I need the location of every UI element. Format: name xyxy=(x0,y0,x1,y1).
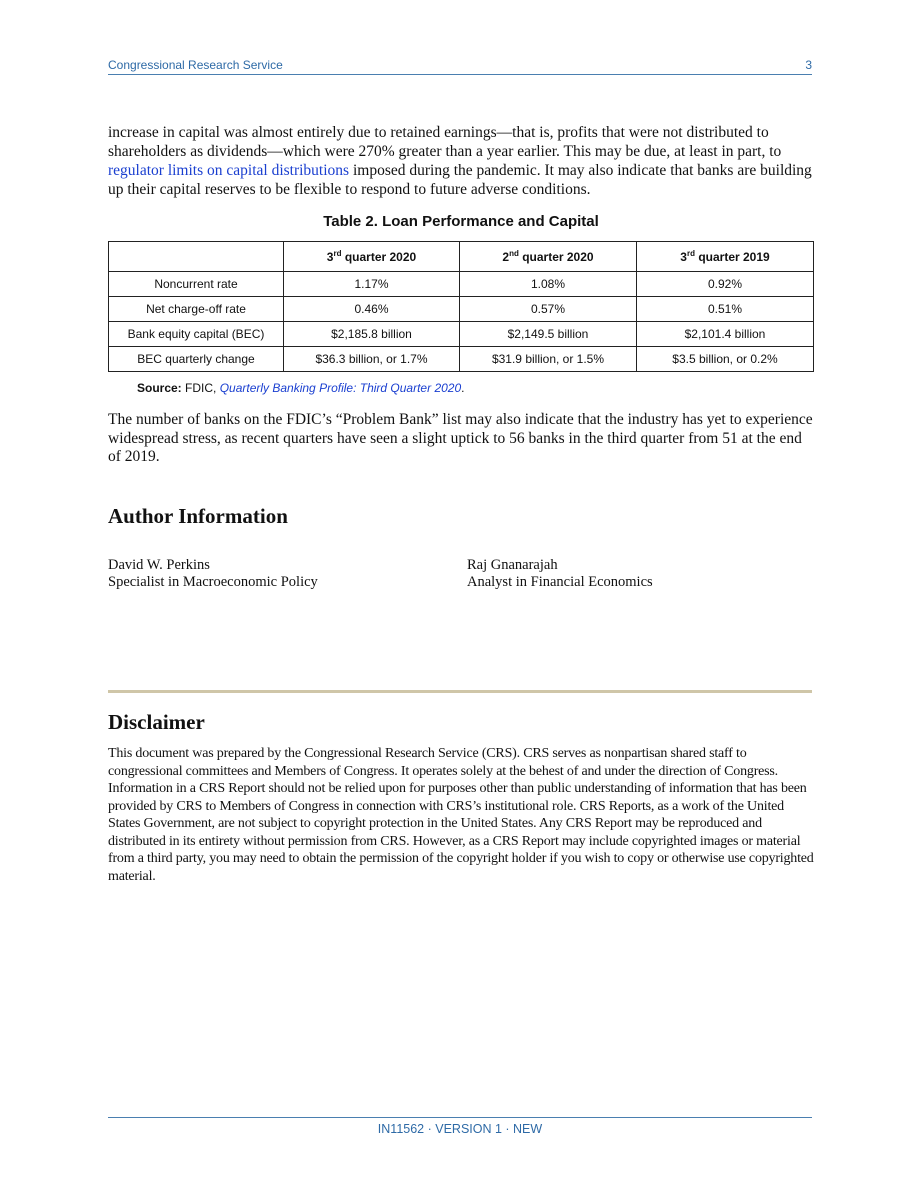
author-name: Raj Gnanarajah xyxy=(467,557,558,573)
table-row xyxy=(109,272,814,297)
row-label: Net charge-off rate xyxy=(109,297,284,322)
author-information-heading: Author Information xyxy=(108,504,288,528)
table-cell: 0.51% xyxy=(637,297,814,322)
table-caption: Table 2. Loan Performance and Capital xyxy=(323,213,599,230)
table-row xyxy=(109,297,814,322)
source-org: FDIC, xyxy=(181,381,220,395)
row-label: BEC quarterly change xyxy=(109,347,284,372)
footer-rule xyxy=(108,1117,812,1118)
table-source xyxy=(137,381,464,395)
author-block xyxy=(467,557,653,591)
problem-bank-paragraph: The number of banks on the FDIC’s “Problem Bank” list may also indicate that the industry has yet to experience widespread stress, as recent quarters have seen a slight uptick to 56 banks in the third quarter from 51 at the end of 2019. xyxy=(108,411,813,465)
table-cell: $2,185.8 billion xyxy=(284,322,460,347)
table-cell: 0.46% xyxy=(284,297,460,322)
capital-distributions-link[interactable]: regulator limits on capital distributions xyxy=(108,162,350,179)
table-cell: 0.57% xyxy=(460,297,637,322)
page-header xyxy=(108,56,812,75)
table-row xyxy=(109,322,814,347)
column-header: 3rd quarter 2019 xyxy=(637,242,814,272)
author-title: Analyst in Financial Economics xyxy=(467,574,653,590)
disclaimer-heading: Disclaimer xyxy=(108,710,205,734)
loan-performance-table xyxy=(108,241,814,372)
intro-paragraph xyxy=(108,123,814,199)
header-org: Congressional Research Service xyxy=(108,58,283,72)
table-row xyxy=(109,347,814,372)
table-cell: 0.92% xyxy=(637,272,814,297)
source-label: Source: xyxy=(137,381,182,395)
page-number: 3 xyxy=(805,58,812,72)
author-block xyxy=(108,557,318,591)
author-name: David W. Perkins xyxy=(108,557,210,573)
table-cell: $31.9 billion, or 1.5% xyxy=(460,347,637,372)
table-cell: $2,149.5 billion xyxy=(460,322,637,347)
corner-cell xyxy=(109,242,284,272)
source-document-link[interactable]: Quarterly Banking Profile: Third Quarter 2020 xyxy=(219,381,462,395)
column-header: 2nd quarter 2020 xyxy=(460,242,637,272)
disclaimer-text: This document was prepared by the Congressional Research Service (CRS). CRS serves as nonpartisan shared staff to congressional committees and Members of Congress. It operates solely at the behest of and under the direction of Congress. Information in a CRS Report should not be relied upon for purposes other than public understanding of information that has been provided by CRS to Members of Congress in connection with CRS’s institutional role. CRS Reports, as a work of the United States Government, are not subject to copyright protection in the United States. Any CRS Report may be reproduced and distributed in its entirety without permission from CRS. However, as a CRS Report may include copyrighted images or material from a third party, you may need to obtain the permission of the copyright holder if you wish to copy or otherwise use copyrighted material. xyxy=(108,746,814,884)
table-cell: $2,101.4 billion xyxy=(637,322,814,347)
row-label: Bank equity capital (BEC) xyxy=(109,322,284,347)
table-cell: 1.17% xyxy=(284,272,460,297)
author-title: Specialist in Macroeconomic Policy xyxy=(108,574,318,590)
intro-text-after: imposed during the pandemic. It may also indicate that banks are building up their capital reserves to be flexible to respond to future adverse conditions. xyxy=(108,162,812,198)
row-label: Noncurrent rate xyxy=(109,272,284,297)
section-divider xyxy=(108,690,812,693)
column-header: 3rd quarter 2020 xyxy=(284,242,460,272)
table-cell: 1.08% xyxy=(460,272,637,297)
table-cell: $36.3 billion, or 1.7% xyxy=(284,347,460,372)
table-header-row xyxy=(109,242,814,272)
footer-doc-id: IN11562 · VERSION 1 · NEW xyxy=(377,1122,543,1136)
intro-text-before: increase in capital was almost entirely due to retained earnings—that is, profits that were not distributed to shareholders as dividends—which were 270% greater than a year earlier. This may be due, at least in part, to xyxy=(108,124,782,160)
table-cell: $3.5 billion, or 0.2% xyxy=(637,347,814,372)
source-end: . xyxy=(461,381,465,395)
